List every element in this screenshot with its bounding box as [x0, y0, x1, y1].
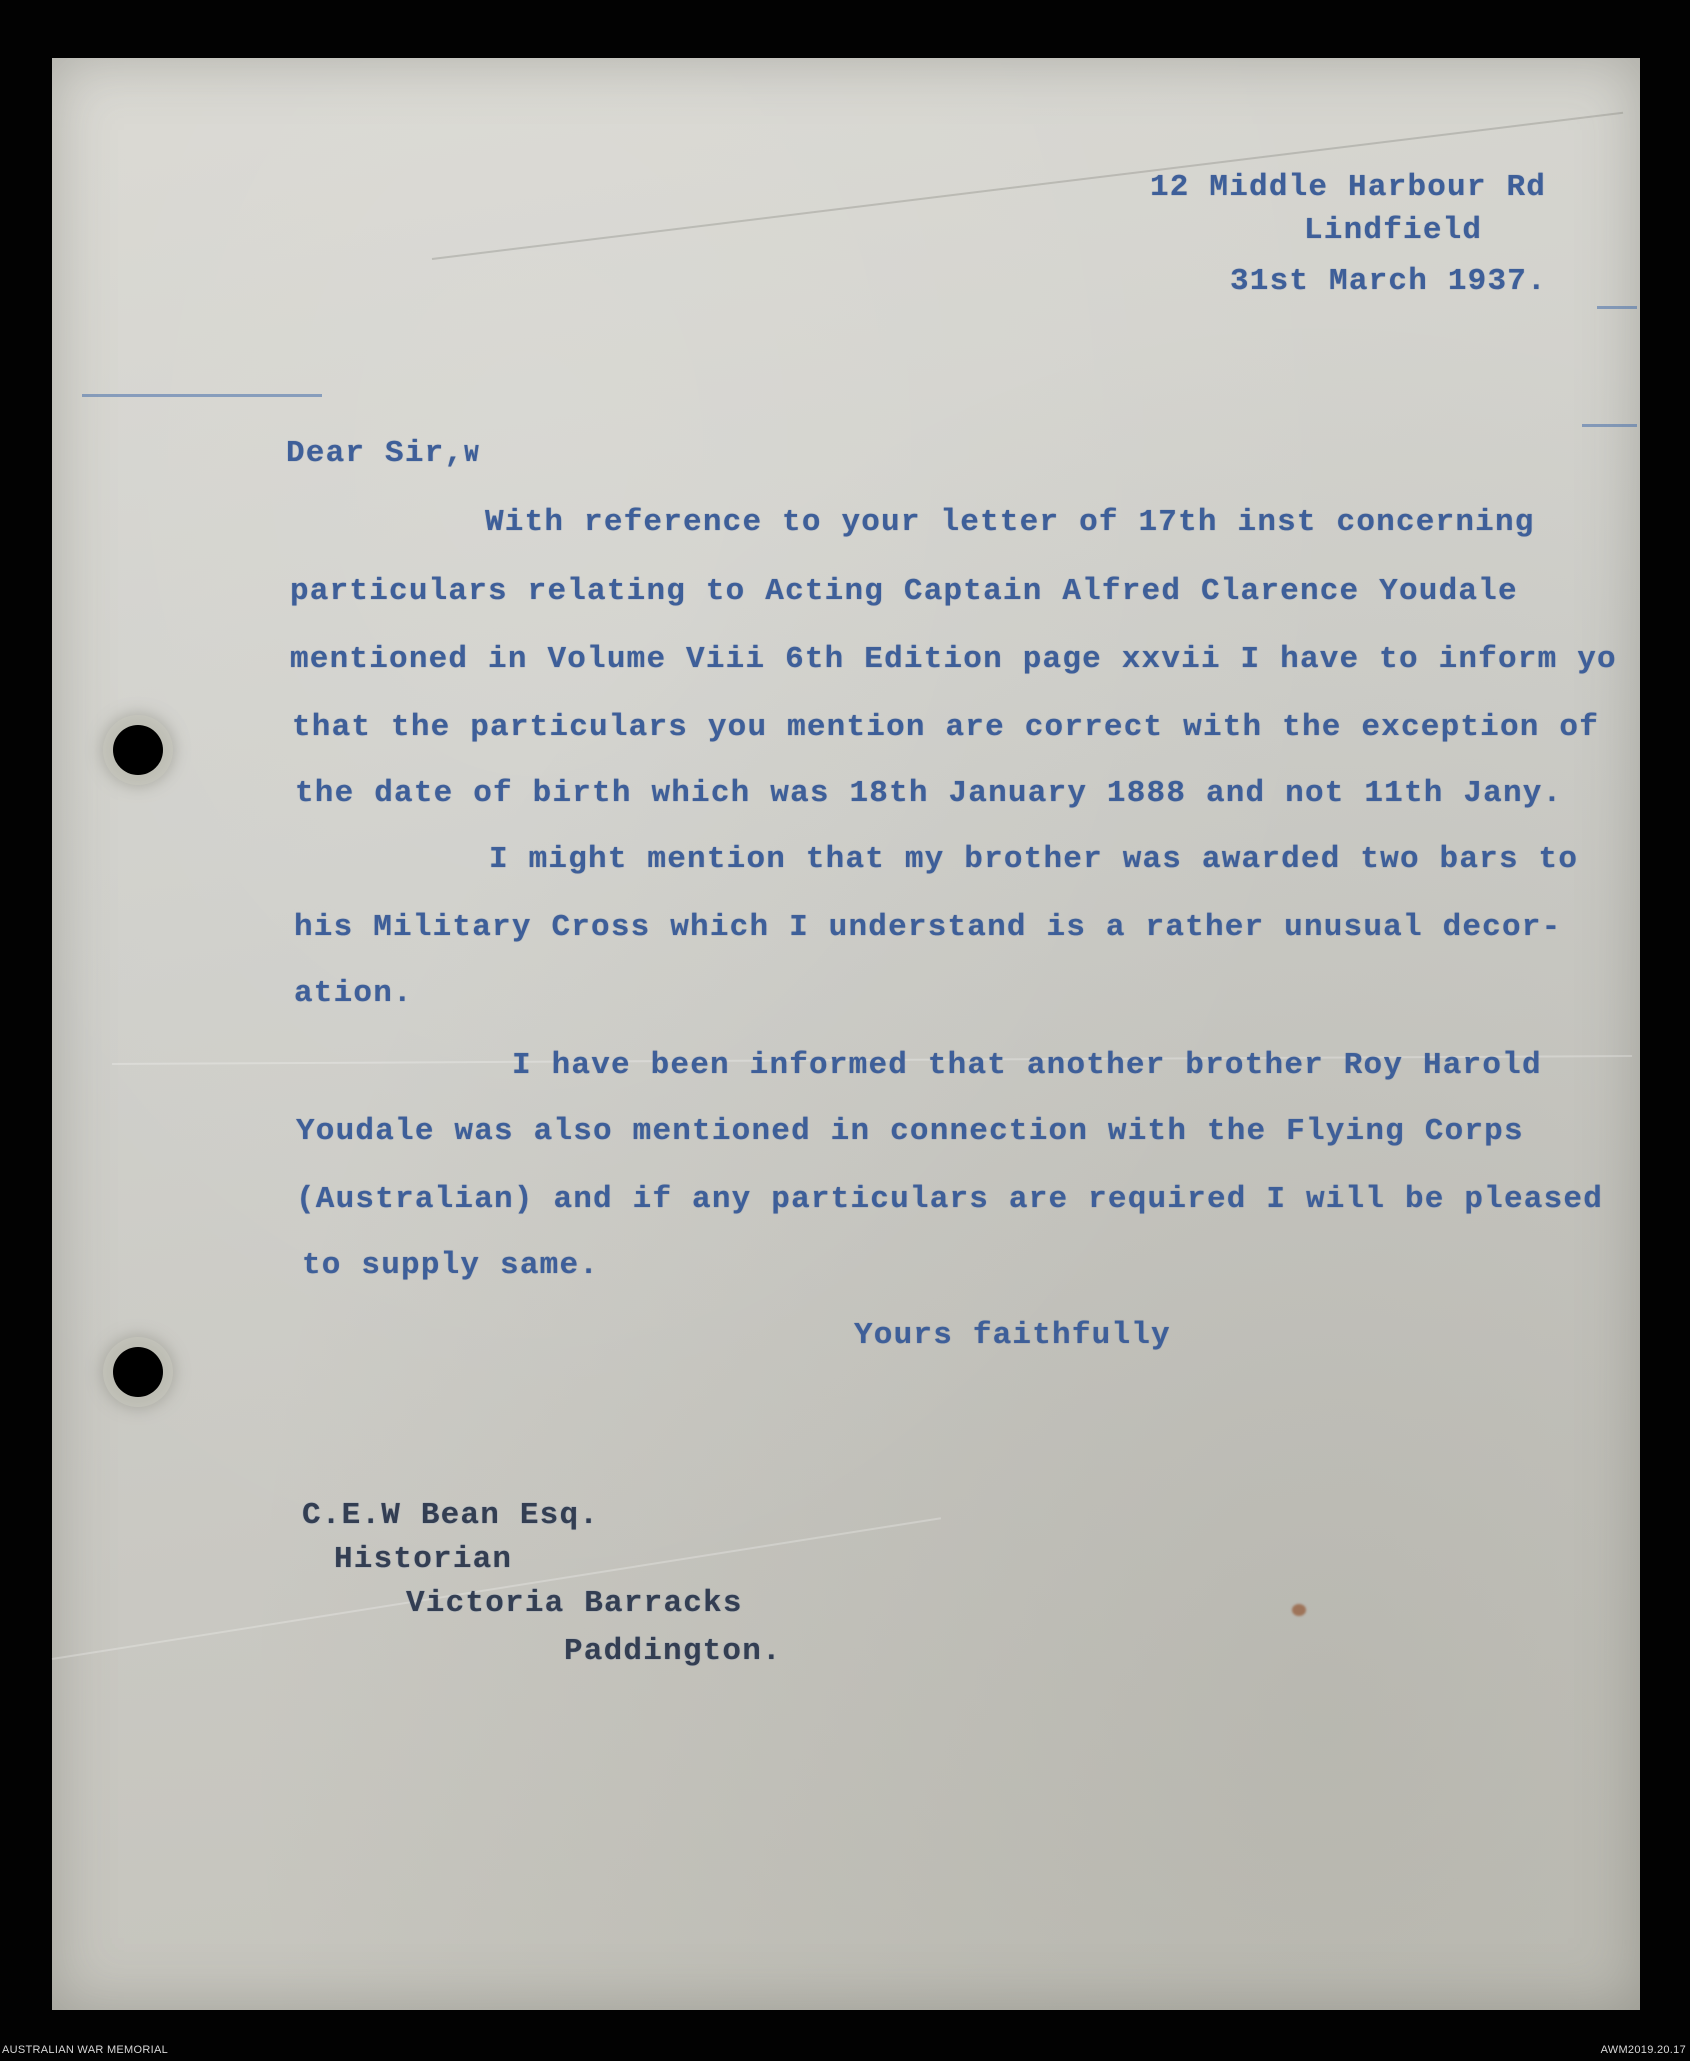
rust-stain [1292, 1604, 1306, 1616]
footer-accession-number: AWM2019.20.17 [1600, 2044, 1686, 2056]
body-line: I might mention that my brother was awarded two bars to [489, 842, 1579, 877]
recipient-suburb: Paddington. [564, 1634, 782, 1669]
body-line: ation. [294, 976, 413, 1011]
body-line: mentioned in Volume Viii 6th Edition page xxvii I have to inform yo [290, 642, 1617, 677]
punch-hole [113, 725, 163, 775]
body-line: Youdale was also mentioned in connection with the Flying Corps [296, 1114, 1524, 1149]
letter-page [52, 58, 1640, 2010]
body-line: I have been informed that another brother Roy Harold [512, 1048, 1542, 1083]
footer-institution: AUSTRALIAN WAR MEMORIAL [2, 2044, 169, 2056]
body-line: With reference to your letter of 17th inst concerning [485, 505, 1535, 540]
salutation [286, 436, 480, 471]
margin-mark [82, 394, 322, 397]
body-line: that the particulars you mention are correct with the exception of [292, 710, 1599, 745]
recipient-address: Victoria Barracks [406, 1586, 743, 1621]
recipient-title: Historian [334, 1542, 513, 1577]
address-suburb: Lindfield [1304, 213, 1483, 248]
body-line: (Australian) and if any particulars are required I will be pleased [296, 1182, 1603, 1217]
address-street: 12 Middle Harbour Rd [1150, 170, 1547, 205]
closing: Yours faithfully [854, 1318, 1171, 1353]
salutation-mark: W [464, 442, 480, 469]
margin-mark [1582, 424, 1637, 427]
recipient-name: C.E.W Bean Esq. [302, 1498, 600, 1533]
body-line: particulars relating to Acting Captain Alfred Clarence Youdale [290, 574, 1518, 609]
punch-hole [113, 1347, 163, 1397]
salutation-text: Dear Sir, [286, 436, 465, 471]
letter-date: 31st March 1937. [1230, 264, 1547, 299]
body-line: to supply same. [302, 1248, 600, 1283]
body-line: the date of birth which was 18th January 1888 and not 11th Jany. [295, 776, 1563, 811]
body-line: his Military Cross which I understand is a rather unusual decor- [294, 910, 1562, 945]
margin-mark [1597, 306, 1637, 309]
